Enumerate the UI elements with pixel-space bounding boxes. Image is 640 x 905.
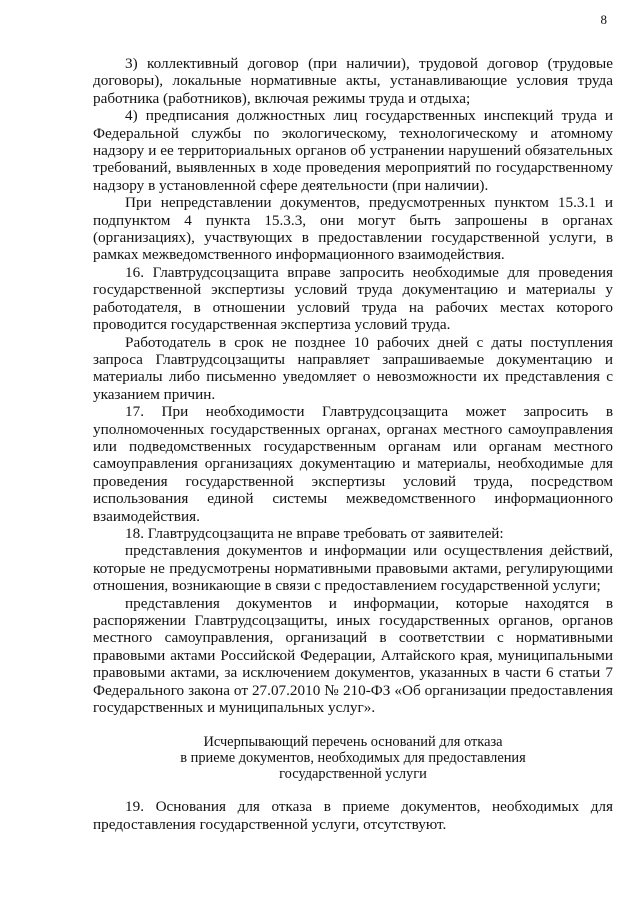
paragraph-18-item-2: представления документов и информации, которые находятся в распоряжении Главтрудсоцзащиты, иных государственных органов, органов местного самоуправления, организаций в соответствии с нормативными правовыми актами Российской Федерации, Алтайского края, муниципальными правовыми актами, за исключением документов, указанных в части 6 статьи 7 Федерального закона от 27.07.2010 № 210-ФЗ «Об организации предоставления государственных и муниципальных услуг». [93, 594, 613, 717]
section-heading-line-3: государственной услуги [279, 765, 427, 782]
paragraph-item-4: 4) предписания должностных лиц государственных инспекций труда и Федеральной службы по экологическому, технологическому и атомному надзору и ее территориальных органов об устранении нарушений обязательных требований, выявленных в ходе проведения мероприятий по государственному надзору в установленной сфере деятельности (при наличии). [93, 107, 613, 194]
document-body [93, 55, 613, 833]
paragraph-17: 17. При необходимости Главтрудсоцзащита может запросить в уполномоченных государственных органах, органах местного самоуправления или подведомственных государственным органам или органам местного самоуправления организациях документацию и материалы, необходимые для проведения государственной экспертизы условий труда, посредством использования единой системы межведомственного информационного взаимодействия. [93, 403, 613, 525]
section-heading-line-2: в приеме документов, необходимых для предоставления [180, 750, 526, 767]
paragraph-16: 16. Главтрудсоцзащита вправе запросить необходимые для проведения государственной экспертизы условий труда документацию и материалы у работодателя, в отношении условий труда на рабочих местах которого проводится государственная экспертиза условий труда. [93, 263, 613, 334]
paragraph-18: 18. Главтрудсоцзащита не вправе требовать от заявителей: [125, 524, 504, 542]
paragraph-non-submission: При непредставлении документов, предусмотренных пунктом 15.3.1 и подпунктом 4 пункта 15.3.3, они могут быть запрошены в органах (организациях), участвующих в предоставлении государственной услуги, в рамках межведомственного информационного взаимодействия. [93, 194, 613, 264]
paragraph-19: 19. Основания для отказа в приеме документов, необходимых для предоставления государственной услуги, отсутствуют. [93, 798, 613, 833]
paragraph-employer-deadline: Работодатель в срок не позднее 10 рабочих дней с даты поступления запроса Главтрудсоцзащиты направляет запрашиваемые документацию и материалы либо письменно уведомляет о невозможности их представления с указанием причин. [93, 333, 613, 403]
section-heading [93, 735, 613, 782]
paragraph-18-item-1: представления документов и информации или осуществления действий, которые не предусмотрены нормативными правовыми актами, регулирующими отношения, возникающие в связи с предоставлением государственной услуги; [93, 542, 613, 595]
section-heading-line-1: Исчерпывающий перечень оснований для отказа [203, 734, 503, 751]
page-number: 8 [600, 12, 607, 27]
paragraph-item-3: 3) коллективный договор (при наличии), трудовой договор (трудовые договоры), локальные нормативные акты, устанавливающие условия труда работника (работников), включая режимы труда и отдыха; [93, 55, 613, 107]
